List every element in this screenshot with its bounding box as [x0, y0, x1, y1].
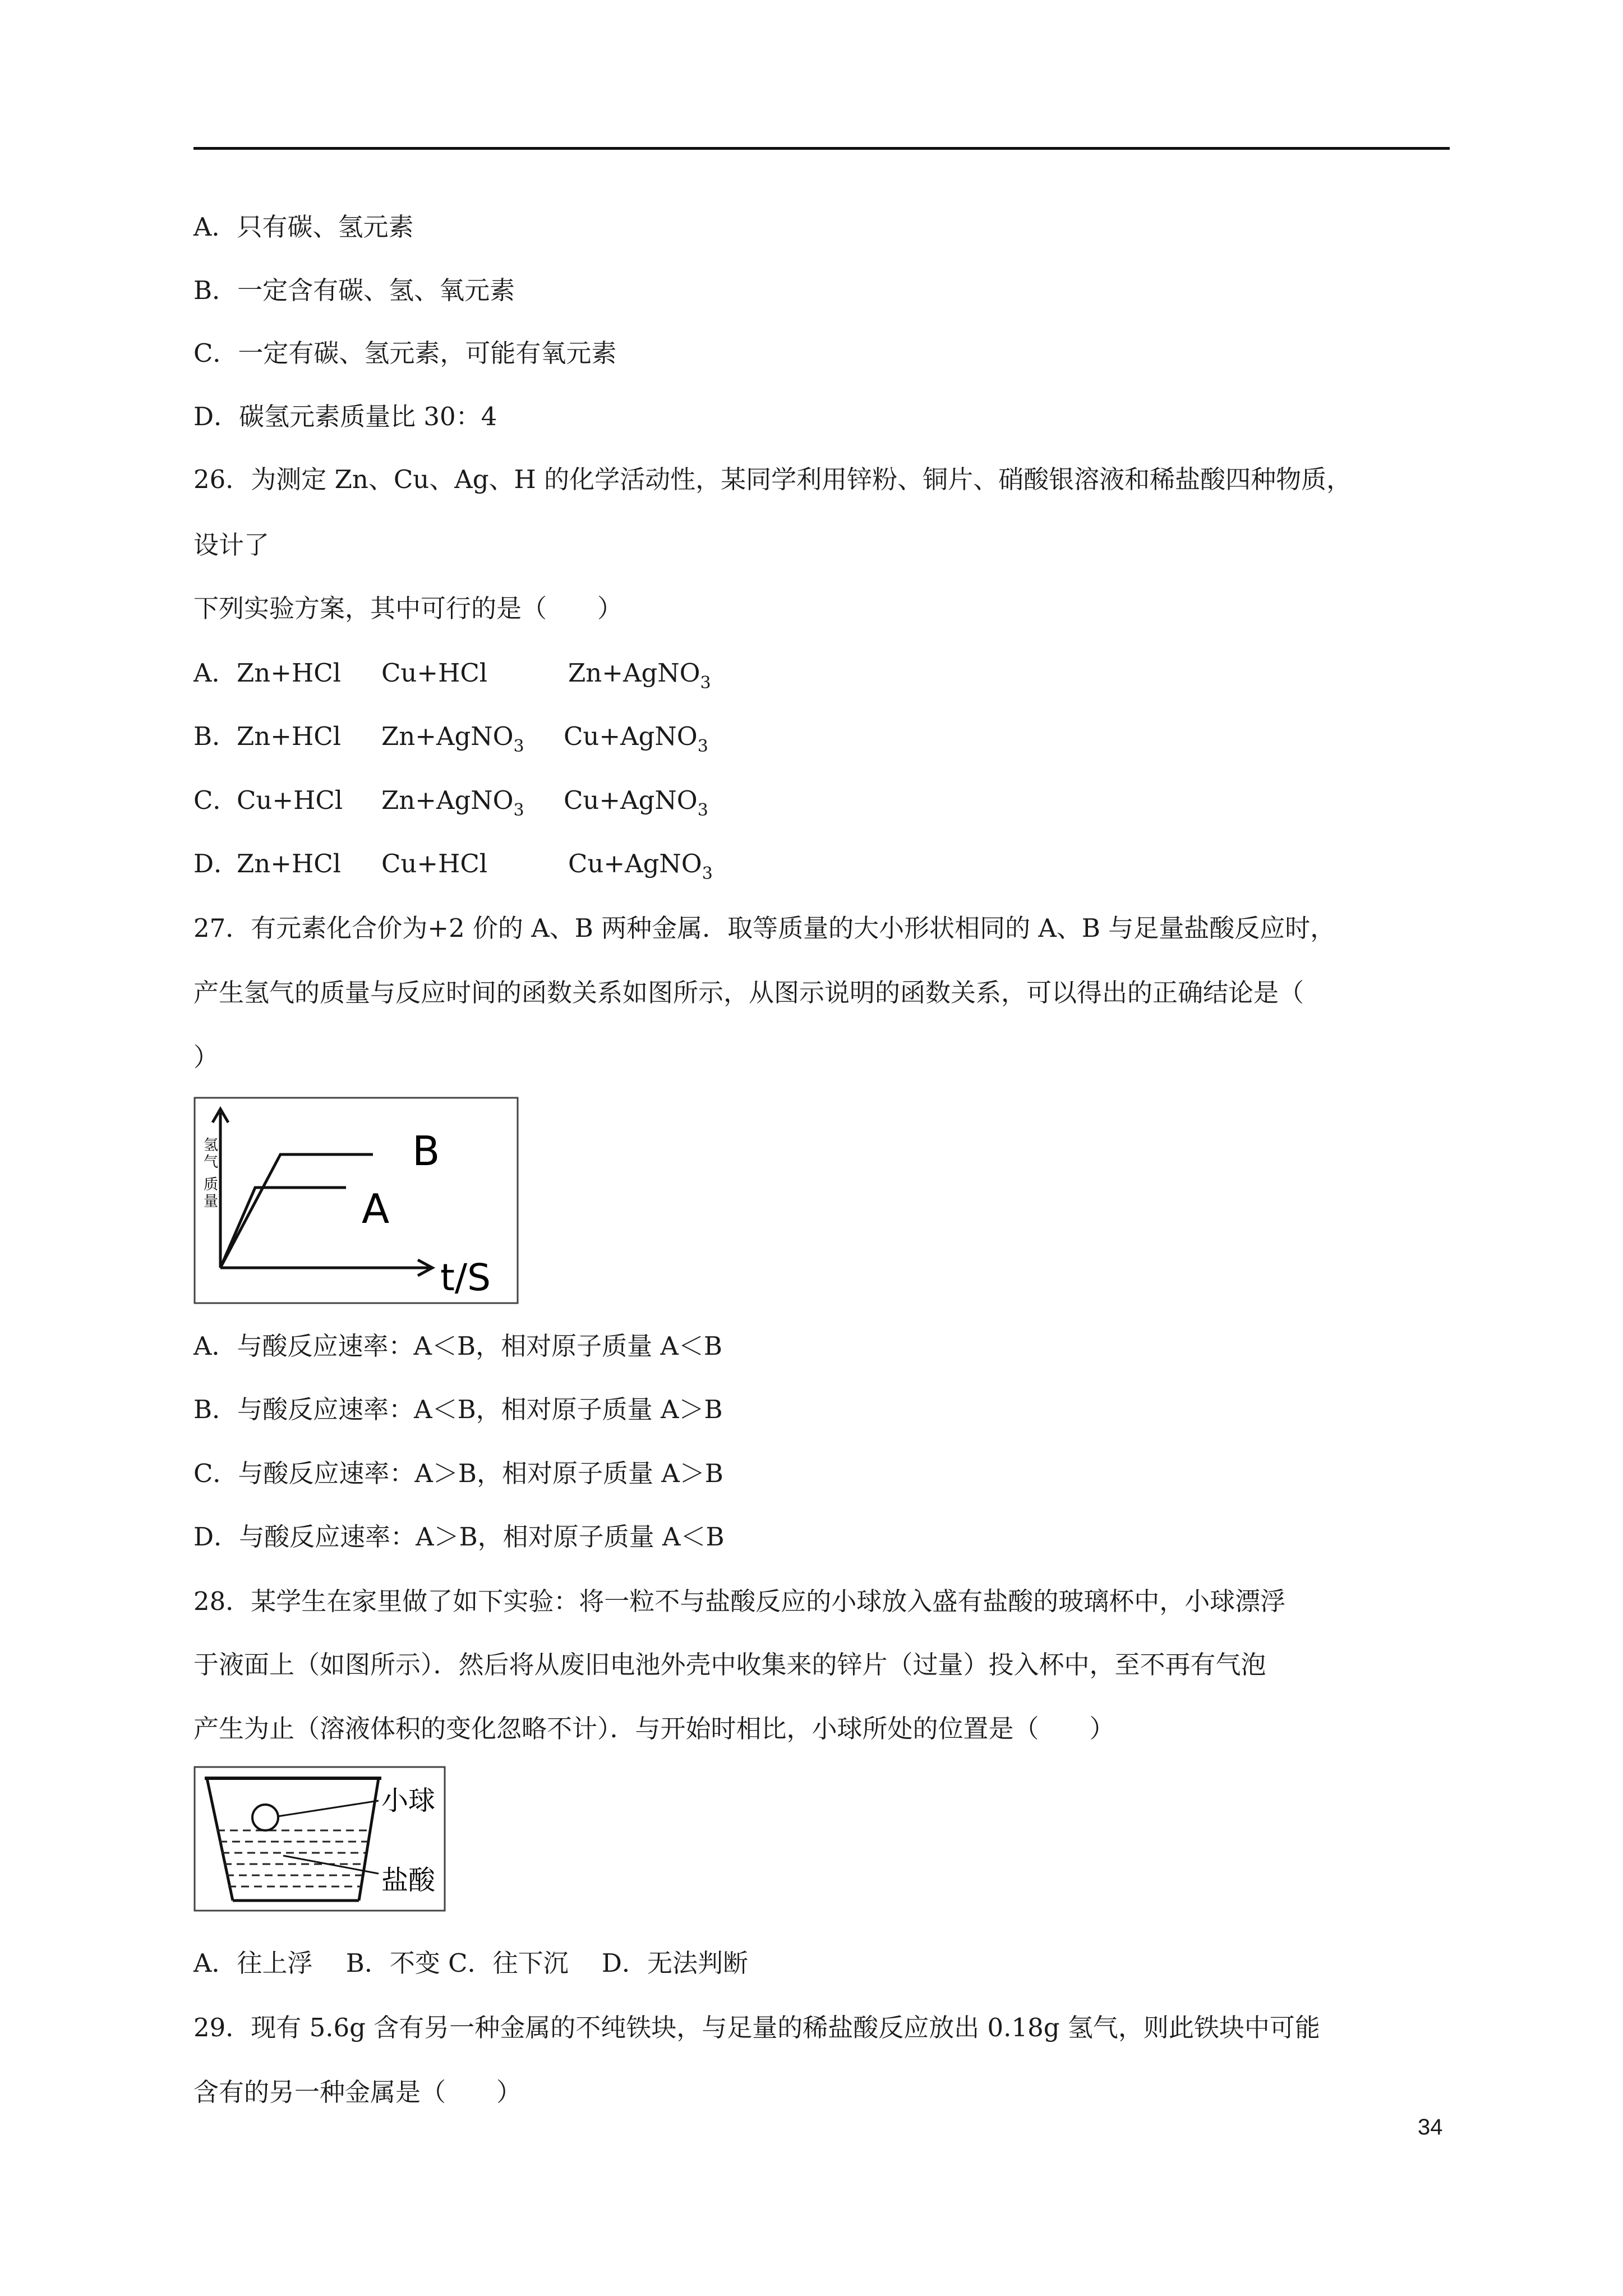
curve-b-label: B — [412, 1128, 440, 1175]
q25-option-c: C．一定有碳、氢元素，可能有氧元素 — [193, 338, 617, 368]
option-label: D． — [193, 849, 239, 878]
y-axis-label-char-3: 质 — [204, 1176, 219, 1193]
q28-beaker-diagram — [193, 1766, 446, 1912]
q27-stem-line3: ） — [193, 1042, 219, 1072]
q27-option-c: C．与酸反应速率：A＞B，相对原子质量 A＞B — [193, 1458, 723, 1488]
reaction-1: Zn+HCl — [237, 849, 342, 878]
reaction-2: Cu+HCl — [381, 658, 488, 688]
q26-stem-line1: 26．为测定 Zn、Cu、Ag、H 的化学活动性，某同学利用锌粉、铜片、硝酸银溶液和稀盐酸四种物质， — [193, 464, 1352, 494]
reaction-1: Zn+HCl — [237, 658, 342, 688]
y-axis-label-char-2: 气 — [204, 1154, 219, 1171]
reaction-3: Zn+AgNO$_3$ — [568, 658, 711, 693]
x-axis-label: t/S — [440, 1256, 491, 1299]
q27-stem-line1: 27．有元素化合价为+2 价的 A、B 两种金属．取等质量的大小形状相同的 A、B 与足量盐酸反应时， — [193, 913, 1336, 943]
q28-options: A．往上浮 B．不变 C．往下沉 D．无法判断 — [193, 1948, 748, 1978]
option-label: C． — [193, 785, 238, 815]
reaction-1: Zn+HCl — [237, 721, 342, 751]
q26-stem-line2: 设计了 — [193, 530, 270, 560]
reaction-1: Cu+HCl — [237, 785, 343, 815]
reaction-2: Zn+AgNO$_3$ — [381, 785, 524, 820]
reaction-2: Cu+HCl — [381, 849, 488, 878]
option-label: A． — [193, 658, 237, 688]
q25-option-d: D．碳氢元素质量比 30：4 — [193, 402, 497, 431]
q29-stem-line1: 29．现有 5.6g 含有另一种金属的不纯铁块，与足量的稀盐酸反应放出 0.18g 氢气，则此铁块中可能 — [193, 2013, 1320, 2042]
q29-stem-line2: 含有的另一种金属是（ ） — [193, 2077, 522, 2107]
q28-stem-line2: 于液面上（如图所示）．然后将从废旧电池外壳中收集来的锌片（过量）投入杯中，至不再有气泡 — [193, 1650, 1266, 1680]
reaction-3: Cu+AgNO$_3$ — [564, 785, 708, 820]
q27-hydrogen-mass-graph — [193, 1097, 519, 1304]
q27-option-d: D．与酸反应速率：A＞B，相对原子质量 A＜B — [193, 1522, 725, 1552]
q27-stem-line2: 产生氢气的质量与反应时间的函数关系如图所示，从图示说明的函数关系，可以得出的正确结论是（ — [193, 978, 1304, 1007]
curve-a-label: A — [362, 1185, 390, 1232]
q27-option-b: B．与酸反应速率：A＜B，相对原子质量 A＞B — [193, 1395, 723, 1424]
q26-stem-line3: 下列实验方案，其中可行的是（ ） — [193, 593, 623, 623]
header-rule — [193, 147, 1450, 150]
ball — [252, 1805, 278, 1830]
q25-option-a: A．只有碳、氢元素 — [193, 212, 414, 242]
reaction-2: Zn+AgNO$_3$ — [381, 721, 524, 756]
q27-option-a: A．与酸反应速率：A＜B，相对原子质量 A＜B — [193, 1331, 722, 1361]
q28-stem-line3: 产生为止（溶液体积的变化忽略不计）．与开始时相比，小球所处的位置是（ ） — [193, 1714, 1115, 1743]
q28-stem-line1: 28．某学生在家里做了如下实验：将一粒不与盐酸反应的小球放入盛有盐酸的玻璃杯中，小球漂浮 — [193, 1586, 1286, 1616]
option-label: B． — [193, 721, 238, 751]
y-axis-label-char-4: 量 — [204, 1193, 219, 1210]
page-number: 34 — [1418, 2115, 1443, 2139]
ball-label: 小球 — [381, 1785, 436, 1816]
y-axis-label-char-1: 氢 — [204, 1137, 219, 1154]
acid-label: 盐酸 — [381, 1865, 436, 1896]
q25-option-b: B．一定含有碳、氢、氧元素 — [193, 275, 515, 305]
reaction-3: Cu+AgNO$_3$ — [568, 849, 713, 884]
reaction-3: Cu+AgNO$_3$ — [564, 721, 708, 756]
